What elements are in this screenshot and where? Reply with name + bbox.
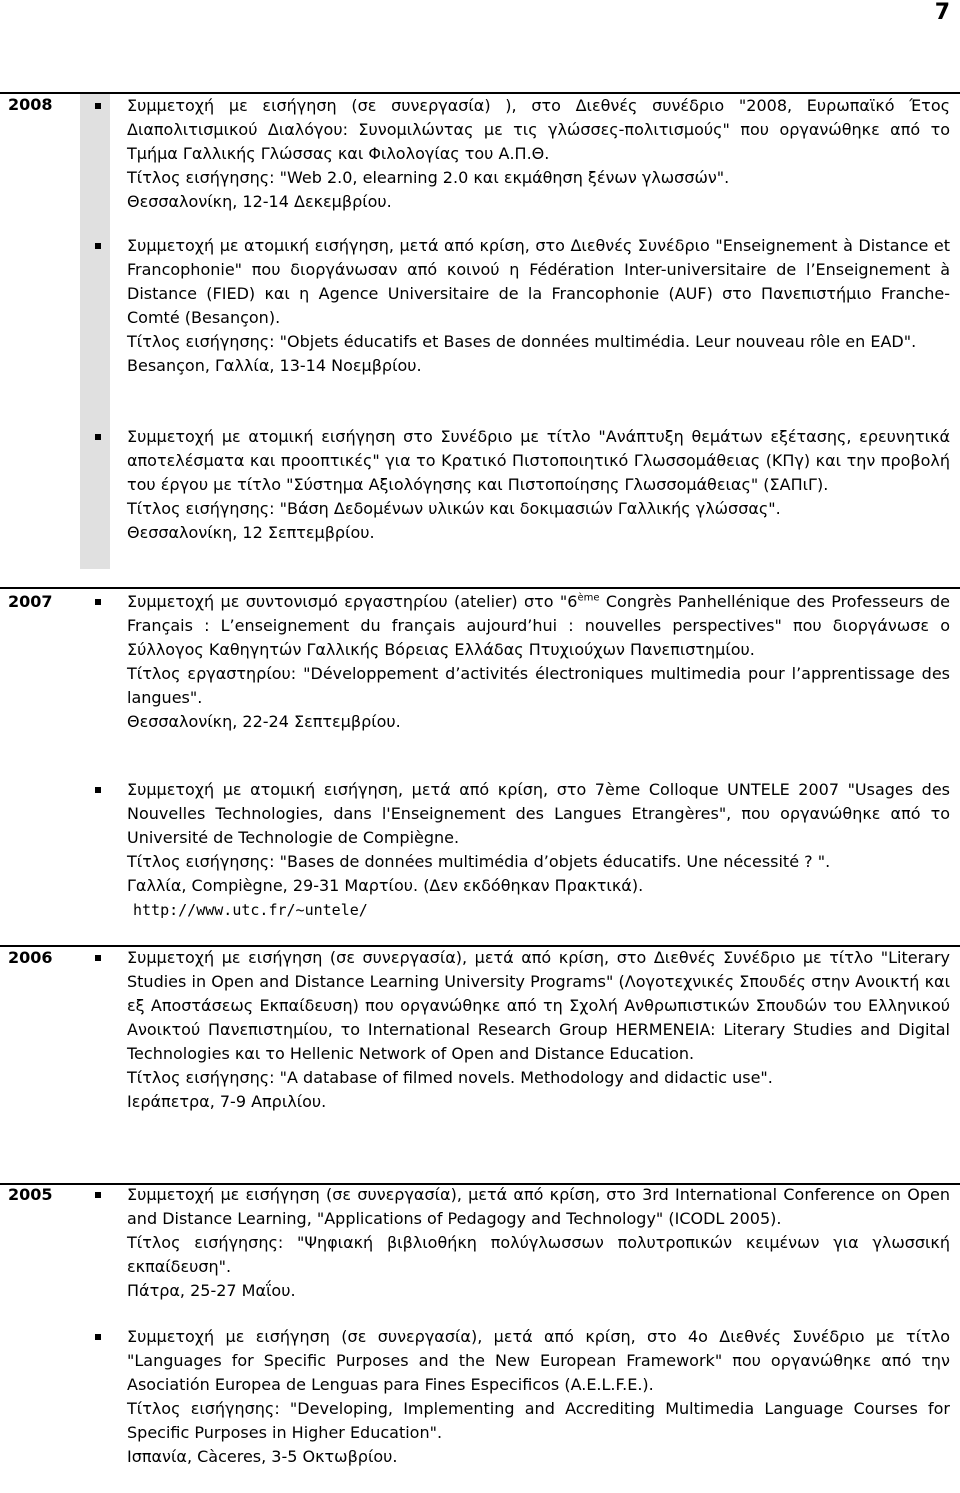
- entry-title: Τίτλος εισήγησης: "Βάση Δεδομένων υλικών και δοκιμασιών Γαλλικής γλώσσας".: [127, 499, 781, 518]
- year-label: 2007: [8, 592, 53, 611]
- year-label: 2008: [8, 95, 53, 114]
- bullet-icon: [95, 243, 101, 249]
- entry-title: Τίτλος εργαστηρίου: "Développement d’activités électroniques multimedia pour l’apprentissage des langues".: [127, 664, 950, 707]
- entry-title: Τίτλος εισήγησης: "A database of filmed novels. Methodology and didactic use".: [127, 1068, 773, 1087]
- year-divider: [0, 587, 960, 589]
- list-item: [127, 1183, 950, 1303]
- page-number: 7: [934, 0, 950, 25]
- entry-title: Τίτλος εισήγησης: "Ψηφιακή βιβλιοθήκη πολύγλωσσων πολυτροπικών κειμένων για γλωσσική εκπαίδευση".: [127, 1233, 950, 1276]
- entry-description: Συμμετοχή με ατομική εισήγηση, μετά από κρίση, στο Διεθνές Συνέδριο "Enseignement à Distance et Francophonie" που διοργάνωσαν από κοινού η Fédération Inter-universitaire de l’Enseignement à Distance (FIED) και η Agence Universitaire de la Francophonie (AUF) στο Πανεπιστήμιο Franche-Comté (Besançon).: [127, 236, 950, 327]
- list-item: [127, 778, 950, 922]
- year-label: 2006: [8, 948, 53, 967]
- entry-title: Τίτλος εισήγησης: "Developing, Implementing and Accrediting Multimedia Language Courses for Specific Purposes in Higher Education".: [127, 1399, 950, 1442]
- list-item: [127, 234, 950, 378]
- bullet-icon: [95, 1192, 101, 1198]
- bullet-icon: [95, 434, 101, 440]
- entry-description: Συμμετοχή με εισήγηση (σε συνεργασία), μετά από κρίση, στο Διεθνές Συνέδριο με τίτλο "Literary Studies in Open and Distance Learning University Programs" (Λογοτεχνικές Σπουδές στην Ανοικτή και εξ Αποστάσεως Εκπαίδευση) που οργανώθηκε από τη Σχολή Ανθρωπιστικών Σπουδών του Ελληνικού Ανοικτού Πανεπιστημίου, το International Research Group HERMENEIA: Literary Studies and Digital Technologies και το Hellenic Network of Open and Distance Education.: [127, 948, 950, 1063]
- bullet-icon: [95, 955, 101, 961]
- entry-title: Τίτλος εισήγησης: "Objets éducatifs et Bases de données multimédia. Leur nouveau rôle en EAD".: [127, 332, 917, 351]
- entry-description: Συμμετοχή με εισήγηση (σε συνεργασία), μετά από κρίση, στο 3rd International Conference on Open and Distance Learning, "Applications of Pedagogy and Technology" (ICODL 2005).: [127, 1185, 950, 1228]
- list-item: [127, 425, 950, 545]
- entry-location: Γαλλία, Compiègne, 29-31 Μαρτίου. (Δεν εκδόθηκαν Πρακτικά).: [127, 876, 644, 895]
- list-item: [127, 1325, 950, 1469]
- bullet-icon: [95, 1334, 101, 1340]
- entry-location: Besançon, Γαλλία, 13-14 Νοεμβρίου.: [127, 356, 422, 375]
- list-item: [127, 590, 950, 734]
- bullet-icon: [95, 599, 101, 605]
- superscript: ème: [577, 592, 600, 604]
- list-item: [127, 94, 950, 214]
- entry-description: Συμμετοχή με συντονισμό εργαστηρίου (atelier) στο "6ème Congrès Panhellénique des Professeurs de Français : L’enseignement du français aujourd’hui : nouvelles perspectives" που διοργάνωσε ο Σύλλογος Καθηγητών Γαλλικής Βόρειας Ελλάδας Πτυχιούχων Πανεπιστημίου.: [127, 592, 950, 659]
- bullet-icon: [95, 103, 101, 109]
- entry-description: Συμμετοχή με εισήγηση (σε συνεργασία) ), στο Διεθνές συνέδριο "2008, Ευρωπαϊκό Έτος Διαπολιτισμικού Διαλόγου: Συνομιλώντας με τις γλώσσες-πολιτισμούς" που οργανώθηκε από το Τμήμα Γαλλικής Γλώσσας και Φιλολογίας του Α.Π.Θ.: [127, 96, 950, 163]
- year-label: 2005: [8, 1185, 53, 1204]
- entry-link[interactable]: http://www.utc.fr/~untele/: [133, 901, 368, 919]
- entry-title: Τίτλος εισήγησης: "Web 2.0, elearning 2.0 και εκμάθηση ξένων γλωσσών".: [127, 168, 730, 187]
- entry-location: Ισπανία, Càceres, 3-5 Οκτωβρίου.: [127, 1447, 398, 1466]
- entry-location: Θεσσαλονίκη, 22-24 Σεπτεμβρίου.: [127, 712, 401, 731]
- entry-location: Ιεράπετρα, 7-9 Απριλίου.: [127, 1092, 327, 1111]
- entry-location: Θεσσαλονίκη, 12-14 Δεκεμβρίου.: [127, 192, 392, 211]
- entry-location: Πάτρα, 25-27 Μαΐου.: [127, 1281, 296, 1300]
- entry-title: Τίτλος εισήγησης: "Bases de données multimédia d’objets éducatifs. Une nécessité ? ".: [127, 852, 831, 871]
- entry-description: Συμμετοχή με εισήγηση (σε συνεργασία), μετά από κρίση, στο 4ο Διεθνές Συνέδριο με τίτλο "Languages for Specific Purposes and the New European Framework" που οργανώθηκε από την Asociatión Europea de Lenguas para Fines Especificos (A.E.L.F.E.).: [127, 1327, 950, 1394]
- entry-description: Συμμετοχή με ατομική εισήγηση στο Συνέδριο με τίτλο "Ανάπτυξη θεμάτων εξέτασης, ερευνητικά αποτελέσματα και προοπτικές" για το Κρατικό Πιστοποιητικό Γλωσσομάθειας (ΚΠγ) και την προβολή του έργου με τίτλο "Σύστημα Αξιολόγησης και Πιστοποίησης Γλωσσομάθειας" (ΣΑΠιΓ).: [127, 427, 950, 494]
- year-column-shade: [80, 94, 110, 569]
- bullet-icon: [95, 787, 101, 793]
- list-item: [127, 946, 950, 1114]
- entry-description: Συμμετοχή με ατομική εισήγηση, μετά από κρίση, στο 7ème Colloque UNTELE 2007 "Usages des Nouvelles Technologies, dans l'Enseignement des Langues Etrangères", που οργανώθηκε από το Université de Technologie de Compiègne.: [127, 780, 950, 847]
- entry-location: Θεσσαλονίκη, 12 Σεπτεμβρίου.: [127, 523, 375, 542]
